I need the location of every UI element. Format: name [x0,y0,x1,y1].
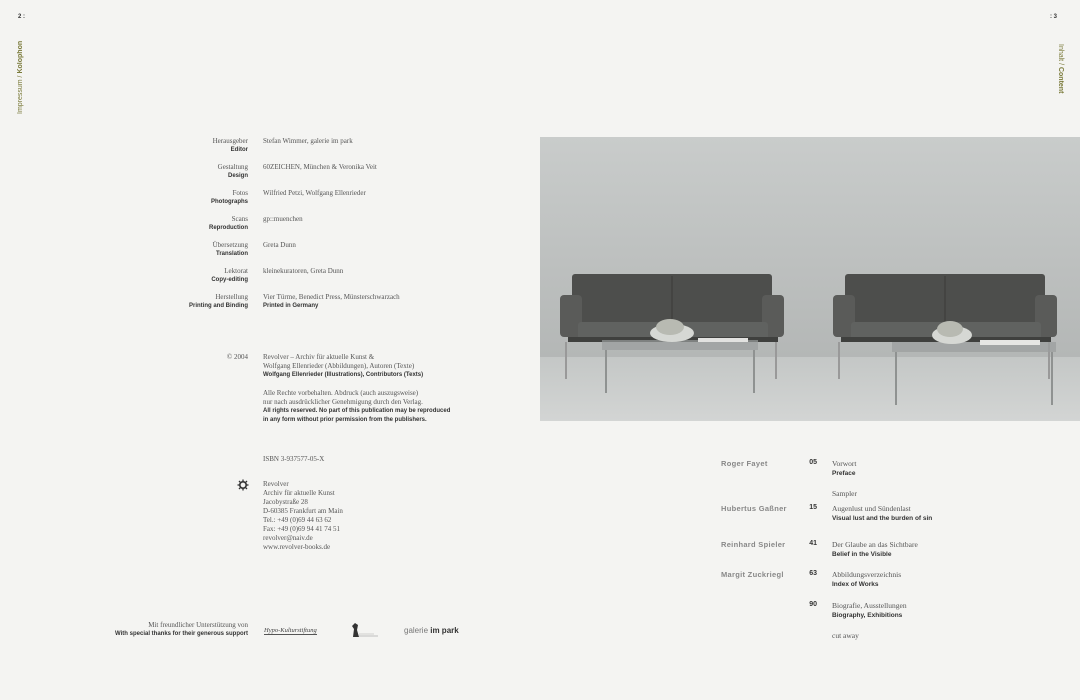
credit-label-en: Copy-editing [211,277,248,283]
credit-label-de: Lektorat [224,267,248,275]
toc-entry[interactable] [832,540,918,560]
toc-title-en: Biography, Exhibitions [832,612,903,619]
publisher-line: Revolver [263,480,289,488]
thanks-de: Mit freundlicher Unterstützung von [148,621,248,629]
credit-value-de: Greta Dunn [263,241,296,249]
credit-label [168,163,248,181]
toc-entry[interactable] [832,601,907,621]
section-de: Impressum / [17,75,24,114]
toc-entry[interactable] [832,631,859,641]
toc-page-number: 63 [809,570,817,577]
credit-label-en: Reproduction [209,225,248,231]
toc-title-de: Der Glaube an das Sichtbare [832,540,918,549]
publisher-address [263,480,343,552]
credit-value-en: Printed in Germany [263,303,319,309]
toc-title-en: Belief in the Visible [832,551,892,558]
toc-page-number: 05 [809,459,817,466]
galerie-logo-bold: im park [430,626,459,635]
credit-value-de: 60ZEICHEN, München & Veronika Veit [263,163,377,171]
credit-label [168,293,248,311]
credit-label-en: Photographs [211,199,248,205]
publisher-line: D-60385 Frankfurt am Main [263,507,343,515]
galerie-logo [404,626,459,635]
hypo-logo: Hypo-Kulturstiftung [264,627,317,634]
credit-label-en: Printing and Binding [189,303,248,309]
toc-author: Reinhard Spieler [721,540,786,549]
toc-entry[interactable] [832,489,857,499]
galerie-logo-light: galerie [404,626,429,635]
toc-title-en: Visual lust and the burden of sin [832,515,933,522]
toc-page-number: 90 [809,601,817,608]
toc-page-number: 41 [809,540,817,547]
toc-entry[interactable] [832,570,901,590]
toc-title-de: Augenlust und Sündenlast [832,504,911,513]
sofa-photograph [540,137,1080,421]
credit-value [263,241,483,250]
credit-value [263,293,483,311]
left-page-number: 2 : [18,14,26,20]
copyright-label: © 2004 [226,353,248,361]
toc-title-en: Index of Works [832,581,879,588]
rights-de-1: Alle Rechte vorbehalten. Abdruck (auch auszugsweise) [263,389,419,397]
right-section-label [1057,44,1064,114]
toc-author: Roger Fayet [721,459,768,468]
figure-logo-icon [350,621,380,639]
credit-label-de: Fotos [232,189,248,197]
toc-page-number: 15 [809,504,817,511]
toc-title-en: Preface [832,470,856,477]
credit-value-de: kleinekuratoren, Greta Dunn [263,267,344,275]
credit-label-en: Editor [230,147,248,153]
toc-title-de: Abbildungsverzeichnis [832,570,902,579]
credit-label-de: Gestaltung [217,163,248,171]
credit-label-de: Herausgeber [212,137,248,145]
credit-value [263,189,483,198]
copyright-de-2: Wolfgang Ellenrieder (Abbildungen), Autoren (Texte) [263,362,415,370]
thanks-block [90,621,248,639]
credit-label-de: Scans [231,215,248,223]
credit-label [168,267,248,285]
credit-label [168,189,248,207]
publisher-line: Tel.: +49 (0)69 44 63 62 [263,516,332,524]
publisher-line: www.revolver-books.de [263,543,331,551]
credit-value [263,137,483,146]
publisher-line: Archiv für aktuelle Kunst [263,489,335,497]
toc-author: Hubertus Gaßner [721,504,787,513]
publisher-line: Fax: +49 (0)69 94 41 74 51 [263,525,341,533]
credit-label [168,241,248,259]
toc-author: Margit Zuckriegl [721,570,784,579]
publisher-line: Jacobystraße 28 [263,498,308,506]
toc-entry[interactable] [832,459,856,479]
toc-title-de: Biografie, Ausstellungen [832,601,907,610]
credit-value-de: gp::muenchen [263,215,303,223]
left-section-label [17,40,24,114]
toc-title-de: Vorwort [832,459,857,468]
thanks-en: With special thanks for their generous support [115,631,248,637]
credit-label-en: Design [227,173,248,179]
content-section-en: Content [1057,65,1064,94]
copyright-de-1: Revolver – Archiv für aktuelle Kunst & [263,353,375,361]
credit-label-de: Herstellung [215,293,248,301]
publisher-line: revolver@naiv.de [263,534,313,542]
toc-title-de: cut away [832,631,859,640]
revolver-logo-icon [237,478,249,490]
credit-label [168,215,248,233]
copyright-en: Wolfgang Ellenrieder (Illustrations), Contributors (Texts) [263,372,424,378]
content-section-de: Inhalt / [1057,44,1064,66]
credit-value-de: Stefan Wimmer, galerie im park [263,137,353,145]
credit-value-de: Vier Türme, Benedict Press, Münsterschwarzach [263,293,400,301]
section-en: Kolophon [17,40,24,76]
credit-value [263,215,483,224]
toc-title-de: Sampler [832,489,857,498]
right-page-number: : 3 [1050,14,1058,20]
credit-value [263,163,483,172]
rights-en-1: All rights reserved. No part of this publication may be reproduced [263,408,451,414]
credit-label [168,137,248,155]
rights-en-2: in any form without prior permission from the publishers. [263,417,427,423]
credit-value-de: Wilfried Petzi, Wolfgang Ellenrieder [263,189,366,197]
rights-de-2: nur nach ausdrücklicher Genehmigung durch den Verlag. [263,398,423,406]
credit-label-en: Translation [215,251,248,257]
toc-entry[interactable] [832,504,932,524]
credit-value [263,267,483,276]
isbn: ISBN 3-937577-05-X [263,455,325,463]
rights-block [263,389,503,425]
credit-label-de: Übersetzung [212,241,248,249]
copyright-block [263,353,503,380]
